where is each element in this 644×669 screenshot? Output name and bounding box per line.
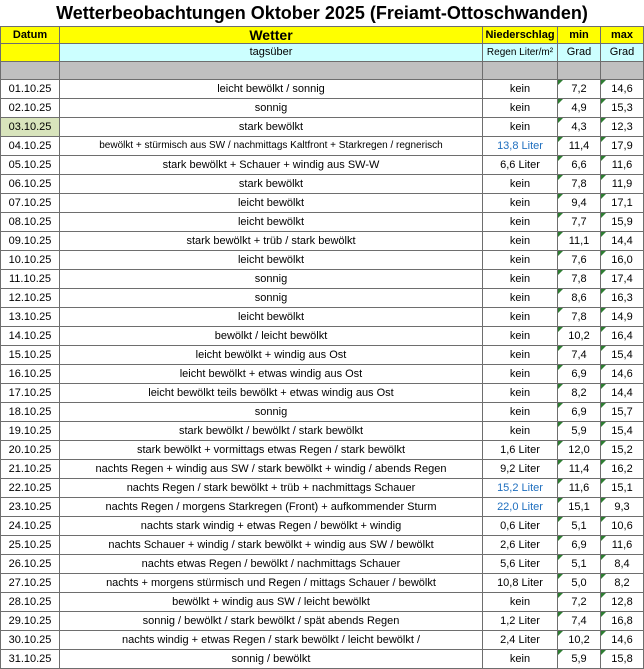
table-row: [1, 80, 644, 99]
weather-cell: bewölkt / leicht bewölkt: [60, 327, 483, 346]
weather-cell: nachts + morgens stürmisch und Regen / mittags Schauer / bewölkt: [60, 574, 483, 593]
rain-cell: 2,6 Liter: [483, 536, 558, 555]
spacer-row: [1, 62, 644, 80]
table-row: [1, 270, 644, 289]
table-row: [1, 593, 644, 612]
min-temp-cell: 6,6: [558, 156, 601, 175]
date-cell: 08.10.25: [1, 213, 60, 232]
header-grad-min: Grad: [558, 44, 601, 62]
max-temp-cell: 11,9: [601, 175, 644, 194]
weather-cell: stark bewölkt + Schauer + windig aus SW-W: [60, 156, 483, 175]
date-cell: 27.10.25: [1, 574, 60, 593]
min-temp-cell: 11,6: [558, 479, 601, 498]
rain-cell: kein: [483, 365, 558, 384]
rain-cell: kein: [483, 403, 558, 422]
weather-cell: leicht bewölkt: [60, 308, 483, 327]
min-temp-cell: 7,8: [558, 270, 601, 289]
rain-cell: kein: [483, 175, 558, 194]
rain-cell: kein: [483, 650, 558, 669]
max-temp-cell: 14,9: [601, 308, 644, 327]
weather-table-container: [0, 26, 644, 666]
rain-cell: kein: [483, 327, 558, 346]
date-cell: 29.10.25: [1, 612, 60, 631]
date-cell: 17.10.25: [1, 384, 60, 403]
weather-cell: nachts etwas Regen / bewölkt / nachmittags Schauer: [60, 555, 483, 574]
rain-cell: 15,2 Liter: [483, 479, 558, 498]
date-cell: 25.10.25: [1, 536, 60, 555]
weather-cell: sonnig / bewölkt: [60, 650, 483, 669]
table-row: [1, 498, 644, 517]
max-temp-cell: 12,8: [601, 593, 644, 612]
min-temp-cell: 4,9: [558, 99, 601, 118]
table-row: [1, 289, 644, 308]
date-cell: 18.10.25: [1, 403, 60, 422]
max-temp-cell: 16,0: [601, 251, 644, 270]
rain-cell: 22,0 Liter: [483, 498, 558, 517]
table-row: [1, 365, 644, 384]
header-datum: Datum: [1, 27, 60, 44]
weather-cell: sonnig: [60, 289, 483, 308]
rain-cell: 0,6 Liter: [483, 517, 558, 536]
weather-cell: stark bewölkt / bewölkt / stark bewölkt: [60, 422, 483, 441]
date-cell: 21.10.25: [1, 460, 60, 479]
date-cell: 31.10.25: [1, 650, 60, 669]
date-cell: 12.10.25: [1, 289, 60, 308]
rain-cell: kein: [483, 99, 558, 118]
weather-cell: nachts stark windig + etwas Regen / bewölkt + windig: [60, 517, 483, 536]
max-temp-cell: 14,4: [601, 384, 644, 403]
header-regen-einheit: Regen Liter/m²: [483, 44, 558, 62]
weather-cell: leicht bewölkt: [60, 213, 483, 232]
table-row: [1, 346, 644, 365]
rain-cell: 6,6 Liter: [483, 156, 558, 175]
table-row: [1, 422, 644, 441]
max-temp-cell: 15,1: [601, 479, 644, 498]
weather-cell: leicht bewölkt: [60, 194, 483, 213]
rain-cell: kein: [483, 593, 558, 612]
max-temp-cell: 11,6: [601, 156, 644, 175]
header-tagsueber: tagsüber: [60, 44, 483, 62]
max-temp-cell: 15,2: [601, 441, 644, 460]
page-title: Wetterbeobachtungen Oktober 2025 (Freiamt-Ottoschwanden): [56, 3, 588, 23]
date-cell: 04.10.25: [1, 137, 60, 156]
min-temp-cell: 6,9: [558, 403, 601, 422]
min-temp-cell: 7,2: [558, 80, 601, 99]
table-row: [1, 251, 644, 270]
header-empty: [1, 44, 60, 62]
table-row: [1, 137, 644, 156]
min-temp-cell: 9,4: [558, 194, 601, 213]
min-temp-cell: 11,1: [558, 232, 601, 251]
weather-cell: leicht bewölkt + etwas windig aus Ost: [60, 365, 483, 384]
weather-cell: sonnig: [60, 403, 483, 422]
date-cell: 26.10.25: [1, 555, 60, 574]
min-temp-cell: 11,4: [558, 460, 601, 479]
rain-cell: kein: [483, 213, 558, 232]
rain-cell: 1,2 Liter: [483, 612, 558, 631]
table-row: [1, 232, 644, 251]
rain-cell: 5,6 Liter: [483, 555, 558, 574]
table-row: [1, 536, 644, 555]
min-temp-cell: 7,2: [558, 593, 601, 612]
weather-cell: leicht bewölkt / sonnig: [60, 80, 483, 99]
max-temp-cell: 8,4: [601, 555, 644, 574]
min-temp-cell: 7,8: [558, 175, 601, 194]
table-row: [1, 118, 644, 137]
date-cell: 03.10.25: [1, 118, 60, 137]
weather-cell: sonnig: [60, 270, 483, 289]
rain-cell: kein: [483, 384, 558, 403]
table-row: [1, 574, 644, 593]
min-temp-cell: 5,9: [558, 650, 601, 669]
table-row: [1, 175, 644, 194]
rain-cell: kein: [483, 308, 558, 327]
date-cell: 22.10.25: [1, 479, 60, 498]
header-wetter: Wetter: [60, 27, 483, 44]
header-row-1: [1, 27, 644, 44]
table-row: [1, 441, 644, 460]
max-temp-cell: 8,2: [601, 574, 644, 593]
date-cell: 19.10.25: [1, 422, 60, 441]
max-temp-cell: 14,6: [601, 631, 644, 650]
max-temp-cell: 17,9: [601, 137, 644, 156]
weather-cell: sonnig / bewölkt / stark bewölkt / spät abends Regen: [60, 612, 483, 631]
max-temp-cell: 17,4: [601, 270, 644, 289]
date-cell: 07.10.25: [1, 194, 60, 213]
date-cell: 11.10.25: [1, 270, 60, 289]
header-row-2: [1, 44, 644, 62]
weather-cell: nachts Schauer + windig / stark bewölkt + windig aus SW / bewölkt: [60, 536, 483, 555]
table-row: [1, 156, 644, 175]
date-cell: 02.10.25: [1, 99, 60, 118]
min-temp-cell: 7,4: [558, 346, 601, 365]
min-temp-cell: 5,1: [558, 555, 601, 574]
min-temp-cell: 7,8: [558, 308, 601, 327]
table-row: [1, 327, 644, 346]
weather-cell: nachts windig + etwas Regen / stark bewölkt / leicht bewölkt /: [60, 631, 483, 650]
header-grad-max: Grad: [601, 44, 644, 62]
min-temp-cell: 6,9: [558, 365, 601, 384]
max-temp-cell: 9,3: [601, 498, 644, 517]
weather-cell: stark bewölkt: [60, 118, 483, 137]
table-row: [1, 479, 644, 498]
rain-cell: kein: [483, 232, 558, 251]
rain-cell: kein: [483, 251, 558, 270]
table-row: [1, 517, 644, 536]
rain-cell: 1,6 Liter: [483, 441, 558, 460]
min-temp-cell: 6,9: [558, 536, 601, 555]
table-row: [1, 194, 644, 213]
date-cell: 14.10.25: [1, 327, 60, 346]
rain-cell: 2,4 Liter: [483, 631, 558, 650]
min-temp-cell: 11,4: [558, 137, 601, 156]
min-temp-cell: 10,2: [558, 327, 601, 346]
min-temp-cell: 7,4: [558, 612, 601, 631]
min-temp-cell: 5,0: [558, 574, 601, 593]
table-row: [1, 555, 644, 574]
min-temp-cell: 15,1: [558, 498, 601, 517]
table-row: [1, 213, 644, 232]
rain-cell: kein: [483, 118, 558, 137]
min-temp-cell: 5,9: [558, 422, 601, 441]
table-row: [1, 650, 644, 669]
table-row: [1, 612, 644, 631]
max-temp-cell: 12,3: [601, 118, 644, 137]
date-cell: 23.10.25: [1, 498, 60, 517]
max-temp-cell: 14,4: [601, 232, 644, 251]
min-temp-cell: 7,6: [558, 251, 601, 270]
date-cell: 05.10.25: [1, 156, 60, 175]
rain-cell: kein: [483, 80, 558, 99]
rain-cell: kein: [483, 289, 558, 308]
max-temp-cell: 11,6: [601, 536, 644, 555]
min-temp-cell: 5,1: [558, 517, 601, 536]
date-cell: 16.10.25: [1, 365, 60, 384]
rain-cell: 10,8 Liter: [483, 574, 558, 593]
weather-cell: stark bewölkt + trüb / stark bewölkt: [60, 232, 483, 251]
table-row: [1, 308, 644, 327]
max-temp-cell: 16,2: [601, 460, 644, 479]
table-row: [1, 403, 644, 422]
max-temp-cell: 14,6: [601, 80, 644, 99]
weather-cell: sonnig: [60, 99, 483, 118]
table-row: [1, 99, 644, 118]
weather-cell: nachts Regen + windig aus SW / stark bewölkt + windig / abends Regen: [60, 460, 483, 479]
weather-cell: bewölkt + windig aus SW / leicht bewölkt: [60, 593, 483, 612]
table-row: [1, 384, 644, 403]
max-temp-cell: 15,3: [601, 99, 644, 118]
date-cell: 10.10.25: [1, 251, 60, 270]
max-temp-cell: 17,1: [601, 194, 644, 213]
rain-cell: kein: [483, 422, 558, 441]
min-temp-cell: 12,0: [558, 441, 601, 460]
header-niederschlag: Niederschlag: [483, 27, 558, 44]
weather-cell: leicht bewölkt teils bewölkt + etwas windig aus Ost: [60, 384, 483, 403]
date-cell: 28.10.25: [1, 593, 60, 612]
rain-cell: kein: [483, 270, 558, 289]
max-temp-cell: 15,8: [601, 650, 644, 669]
max-temp-cell: 16,3: [601, 289, 644, 308]
min-temp-cell: 8,2: [558, 384, 601, 403]
weather-cell: leicht bewölkt: [60, 251, 483, 270]
min-temp-cell: 4,3: [558, 118, 601, 137]
weather-cell: leicht bewölkt + windig aus Ost: [60, 346, 483, 365]
weather-cell: nachts Regen / stark bewölkt + trüb + nachmittags Schauer: [60, 479, 483, 498]
max-temp-cell: 14,6: [601, 365, 644, 384]
weather-table: [0, 26, 644, 669]
date-cell: 20.10.25: [1, 441, 60, 460]
min-temp-cell: 8,6: [558, 289, 601, 308]
max-temp-cell: 15,7: [601, 403, 644, 422]
max-temp-cell: 16,4: [601, 327, 644, 346]
date-cell: 01.10.25: [1, 80, 60, 99]
date-cell: 24.10.25: [1, 517, 60, 536]
rain-cell: kein: [483, 194, 558, 213]
max-temp-cell: 10,6: [601, 517, 644, 536]
date-cell: 13.10.25: [1, 308, 60, 327]
table-row: [1, 631, 644, 650]
date-cell: 15.10.25: [1, 346, 60, 365]
rain-cell: 13,8 Liter: [483, 137, 558, 156]
max-temp-cell: 15,4: [601, 422, 644, 441]
weather-cell: nachts Regen / morgens Starkregen (Front) + aufkommender Sturm: [60, 498, 483, 517]
date-cell: 09.10.25: [1, 232, 60, 251]
min-temp-cell: 10,2: [558, 631, 601, 650]
header-min: min: [558, 27, 601, 44]
max-temp-cell: 15,9: [601, 213, 644, 232]
header-max: max: [601, 27, 644, 44]
table-row: [1, 460, 644, 479]
date-cell: 30.10.25: [1, 631, 60, 650]
min-temp-cell: 7,7: [558, 213, 601, 232]
weather-cell: stark bewölkt: [60, 175, 483, 194]
rain-cell: kein: [483, 346, 558, 365]
max-temp-cell: 15,4: [601, 346, 644, 365]
weather-cell: stark bewölkt + vormittags etwas Regen / stark bewölkt: [60, 441, 483, 460]
weather-cell: bewölkt + stürmisch aus SW / nachmittags Kaltfront + Starkregen / regnerisch: [60, 137, 483, 156]
date-cell: 06.10.25: [1, 175, 60, 194]
rain-cell: 9,2 Liter: [483, 460, 558, 479]
max-temp-cell: 16,8: [601, 612, 644, 631]
